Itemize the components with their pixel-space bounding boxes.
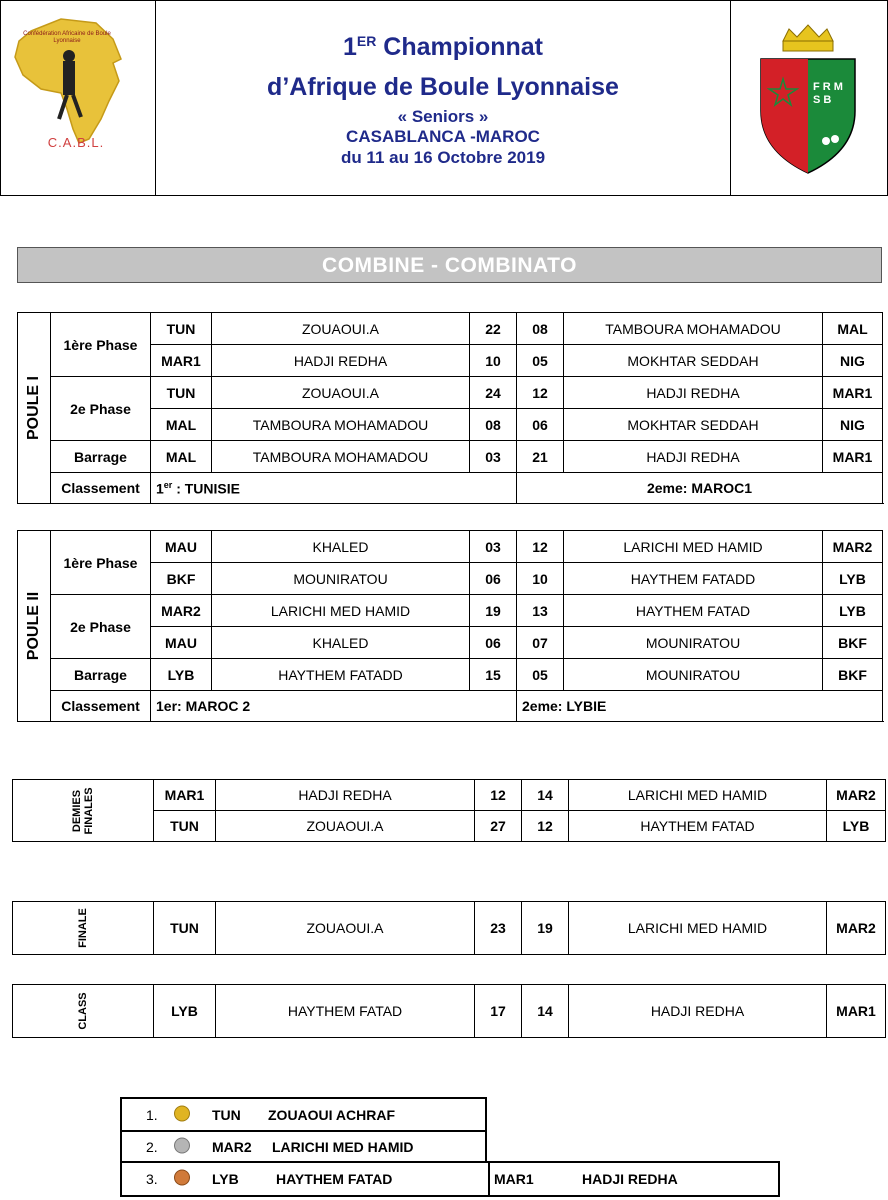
player-name: TAMBOURA MOHAMADOU xyxy=(212,409,470,441)
country-code: MAL xyxy=(151,441,212,473)
score: 22 xyxy=(470,313,517,345)
poule-2-first-place: 1er: MAROC 2 xyxy=(151,691,517,722)
first-place-number: 1 xyxy=(156,480,164,497)
first-place-superscript: er xyxy=(163,479,173,490)
phase-1-label: 1ère Phase xyxy=(51,313,151,377)
score: 10 xyxy=(517,563,564,595)
country-code: TUN xyxy=(154,811,216,842)
class-table xyxy=(12,984,886,1038)
semis-table xyxy=(12,779,886,842)
table-row xyxy=(13,985,886,1038)
player-name: LARICHI MED HAMID xyxy=(569,780,827,811)
table-row xyxy=(13,902,886,955)
podium-rank: 3. xyxy=(146,1171,158,1187)
poule-2-table xyxy=(17,530,883,722)
player-name: KHALED xyxy=(212,531,470,563)
classement-label: Classement xyxy=(51,473,151,504)
podium-country: MAR2 xyxy=(212,1138,252,1155)
title-superscript: ER xyxy=(356,33,377,49)
player-name: MOUNIRATOU xyxy=(212,563,470,595)
bronze-medal-icon xyxy=(174,1170,190,1189)
podium-row-3 xyxy=(120,1161,780,1197)
player-name: HADJI REDHA xyxy=(564,377,823,409)
phase-2-label: 2e Phase xyxy=(51,595,151,659)
score: 08 xyxy=(517,313,564,345)
player-name: HAYTHEM FATAD xyxy=(564,595,823,627)
federation-shield-icon xyxy=(731,1,886,195)
player-name: MOUNIRATOU xyxy=(564,627,823,659)
country-code: BKF xyxy=(823,627,883,659)
country-code: MAU xyxy=(151,627,212,659)
country-code: TUN xyxy=(151,377,212,409)
frmsb-letters: F R M S B xyxy=(813,81,843,106)
player-name: LARICHI MED HAMID xyxy=(569,902,827,955)
podium-rank: 1. xyxy=(146,1106,158,1123)
gold-medal-icon xyxy=(174,1105,190,1124)
country-code: LYB xyxy=(827,811,886,842)
table-row xyxy=(18,377,883,409)
poule-2-label-cell xyxy=(18,531,51,722)
final-label-cell xyxy=(13,902,154,955)
player-name: ZOUAOUI.A xyxy=(212,377,470,409)
country-code: LYB xyxy=(823,563,883,595)
podium-country: LYB xyxy=(212,1171,239,1187)
barrage-label: Barrage xyxy=(51,659,151,691)
country-code: NIG xyxy=(823,409,883,441)
score: 19 xyxy=(522,902,569,955)
podium-name-b: HADJI REDHA xyxy=(582,1171,678,1187)
score: 10 xyxy=(470,345,517,377)
player-name: HAYTHEM FATAD xyxy=(216,985,475,1038)
country-code: MAR2 xyxy=(151,595,212,627)
title-championnat: Championnat xyxy=(376,33,544,61)
country-code: MAR1 xyxy=(823,441,883,473)
player-name: ZOUAOUI.A xyxy=(216,811,475,842)
score: 08 xyxy=(470,409,517,441)
podium-name: ZOUAOUI ACHRAF xyxy=(268,1106,396,1123)
silver-medal-icon xyxy=(174,1137,190,1156)
score: 14 xyxy=(522,985,569,1038)
score: 13 xyxy=(517,595,564,627)
phase-2-label: 2e Phase xyxy=(51,377,151,441)
country-code: LYB xyxy=(823,595,883,627)
country-code: MAR1 xyxy=(154,780,216,811)
country-code: NIG xyxy=(823,345,883,377)
poule-1-label-cell xyxy=(18,313,51,504)
title-block xyxy=(157,1,729,195)
podium-row-2 xyxy=(120,1130,487,1163)
table-row xyxy=(18,313,883,345)
player-name: TAMBOURA MOHAMADOU xyxy=(212,441,470,473)
table-row xyxy=(18,441,883,473)
country-code: LYB xyxy=(151,659,212,691)
first-place-country: : TUNISIE xyxy=(172,480,240,497)
country-code: MAR2 xyxy=(823,531,883,563)
player-name: MOKHTAR SEDDAH xyxy=(564,409,823,441)
poule-1-second-place: 2eme: MAROC1 xyxy=(517,473,883,504)
player-name: TAMBOURA MOHAMADOU xyxy=(564,313,823,345)
table-row xyxy=(18,531,883,563)
title-dates: du 11 au 16 Octobre 2019 xyxy=(340,148,546,167)
cabl-logo xyxy=(1,1,156,195)
player-name: MOKHTAR SEDDAH xyxy=(564,345,823,377)
podium-country-b: MAR1 xyxy=(494,1171,534,1187)
score: 12 xyxy=(517,531,564,563)
score: 12 xyxy=(517,377,564,409)
country-code: MAL xyxy=(823,313,883,345)
cabl-logo-small-text: Confédération Africaine de Boule Lyonnaise xyxy=(23,31,111,44)
country-code: MAR1 xyxy=(827,985,886,1038)
player-name: HAYTHEM FATADD xyxy=(212,659,470,691)
country-code: BKF xyxy=(823,659,883,691)
semis-label-top: DEMIES xyxy=(71,789,83,832)
classement-row xyxy=(18,691,883,722)
podium-country: TUN xyxy=(212,1106,241,1123)
class-label-cell xyxy=(13,985,154,1038)
player-name: HAYTHEM FATAD xyxy=(569,811,827,842)
poule-1-table xyxy=(17,312,883,504)
score: 07 xyxy=(517,627,564,659)
final-table xyxy=(12,901,886,955)
score: 03 xyxy=(470,441,517,473)
player-name: HADJI REDHA xyxy=(569,985,827,1038)
table-row xyxy=(18,659,883,691)
podium-divider xyxy=(488,1161,490,1197)
score: 27 xyxy=(475,811,522,842)
player-name: KHALED xyxy=(212,627,470,659)
player-name: HADJI REDHA xyxy=(212,345,470,377)
score: 12 xyxy=(475,780,522,811)
cabl-logo-text: C.A.B.L. xyxy=(47,135,105,150)
country-code: MAL xyxy=(151,409,212,441)
score: 03 xyxy=(470,531,517,563)
barrage-label: Barrage xyxy=(51,441,151,473)
poule-2-second-place: 2eme: LYBIE xyxy=(517,691,883,722)
semis-label-cell xyxy=(13,780,154,842)
player-name: HADJI REDHA xyxy=(216,780,475,811)
score: 14 xyxy=(522,780,569,811)
score: 05 xyxy=(517,345,564,377)
score: 21 xyxy=(517,441,564,473)
title-location: CASABLANCA -MAROC xyxy=(346,127,540,146)
country-code: MAR2 xyxy=(827,780,886,811)
player-name: LARICHI MED HAMID xyxy=(564,531,823,563)
title-seniors: « Seniors » xyxy=(397,107,489,126)
score: 19 xyxy=(470,595,517,627)
title-line-1 xyxy=(157,33,729,62)
phase-1-label: 1ère Phase xyxy=(51,531,151,595)
podium-row-1 xyxy=(120,1097,487,1132)
country-code: LYB xyxy=(154,985,216,1038)
player-name: ZOUAOUI.A xyxy=(216,902,475,955)
podium-rank: 2. xyxy=(146,1138,158,1155)
country-code: BKF xyxy=(151,563,212,595)
score: 06 xyxy=(470,627,517,659)
poule-1-first-place xyxy=(151,473,517,504)
country-code: MAR1 xyxy=(151,345,212,377)
header xyxy=(0,0,888,196)
classement-row xyxy=(18,473,883,504)
section-banner: COMBINE - COMBINATO xyxy=(17,247,882,283)
country-code: MAU xyxy=(151,531,212,563)
player-name: HAYTHEM FATADD xyxy=(564,563,823,595)
score: 17 xyxy=(475,985,522,1038)
country-code: MAR2 xyxy=(827,902,886,955)
table-row xyxy=(13,780,886,811)
semis-label xyxy=(71,787,95,834)
table-row xyxy=(18,595,883,627)
player-name: MOUNIRATOU xyxy=(564,659,823,691)
poule-2-label: POULE II xyxy=(25,591,42,661)
score: 23 xyxy=(475,902,522,955)
player-name: ZOUAOUI.A xyxy=(212,313,470,345)
country-code: MAR1 xyxy=(823,377,883,409)
poule-1-label: POULE I xyxy=(25,375,42,441)
podium-name: HAYTHEM FATAD xyxy=(276,1171,393,1187)
country-code: TUN xyxy=(151,313,212,345)
score: 06 xyxy=(470,563,517,595)
class-label: CLASS xyxy=(77,992,89,1030)
title-number: 1 xyxy=(342,33,357,61)
score: 12 xyxy=(522,811,569,842)
score: 24 xyxy=(470,377,517,409)
semis-label-bottom: FINALES xyxy=(83,786,95,835)
country-code: TUN xyxy=(154,902,216,955)
score: 05 xyxy=(517,659,564,691)
frmsb-logo xyxy=(730,1,887,195)
score: 06 xyxy=(517,409,564,441)
player-name: LARICHI MED HAMID xyxy=(212,595,470,627)
podium-name: LARICHI MED HAMID xyxy=(272,1138,414,1155)
score: 15 xyxy=(470,659,517,691)
classement-label: Classement xyxy=(51,691,151,722)
final-label: FINALE xyxy=(77,908,89,948)
title-line-2: d’Afrique de Boule Lyonnaise xyxy=(267,73,619,101)
player-name: HADJI REDHA xyxy=(564,441,823,473)
